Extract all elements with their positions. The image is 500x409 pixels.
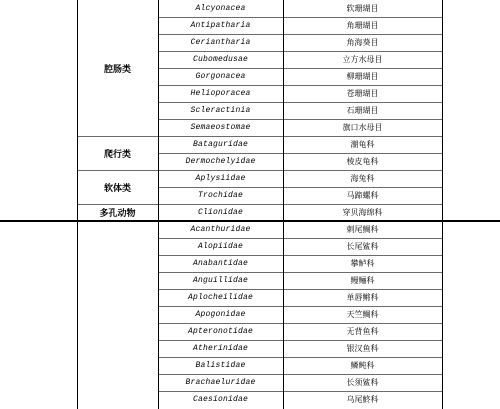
latin-name-cell: Alcyonacea (195, 4, 246, 13)
chinese-name-cell: 单唇鳉科 (346, 293, 379, 302)
chinese-name-cell: 刺尾鲷科 (346, 225, 379, 234)
category-cell: 软体类 (103, 183, 131, 194)
chinese-name-cell: 旗口水母目 (342, 123, 383, 132)
latin-name-cell: Aplysiidae (195, 174, 246, 183)
column-divider (283, 0, 284, 409)
category-cell (77, 221, 158, 408)
chinese-name-cell: 立方水母目 (342, 55, 383, 64)
latin-name-cell: Clionidae (197, 208, 243, 217)
chinese-name-cell: 鳞鲀科 (350, 361, 375, 370)
category-cell: 爬行类 (103, 149, 131, 160)
chinese-name-cell: 柳珊瑚目 (346, 72, 379, 81)
latin-name-cell: Caesionidae (192, 395, 248, 404)
latin-name-cell: Antipatharia (190, 21, 251, 30)
chinese-name-cell: 角珊瑚目 (346, 21, 379, 30)
latin-name-cell: Anguillidae (192, 276, 248, 285)
table-left-border (77, 0, 78, 409)
chinese-name-cell: 软珊瑚目 (346, 4, 379, 13)
latin-name-cell: Bataguridae (192, 140, 248, 149)
latin-name-cell: Balistidae (195, 361, 246, 370)
chinese-name-cell: 海兔科 (350, 174, 375, 183)
chinese-name-cell: 鳗鲡科 (350, 276, 375, 285)
chinese-name-cell: 角海葵目 (346, 38, 379, 47)
latin-name-cell: Trochidae (197, 191, 243, 200)
latin-name-cell: Cubomedusae (192, 55, 248, 64)
chinese-name-cell: 长须鲨科 (346, 378, 379, 387)
chinese-name-cell: 乌尾鮗科 (346, 395, 379, 404)
latin-name-cell: Gorgonacea (195, 72, 246, 81)
latin-name-cell: Apteronotidae (187, 327, 253, 336)
chinese-name-cell: 银汉鱼科 (346, 344, 379, 353)
latin-name-cell: Dermochelyidae (185, 157, 256, 166)
column-divider (158, 0, 159, 409)
chinese-name-cell: 天竺鲷科 (346, 310, 379, 319)
chinese-name-cell: 马蹄螺科 (346, 191, 379, 200)
chinese-name-cell: 棱皮龟科 (346, 157, 379, 166)
chinese-name-cell: 穿贝海绵科 (342, 208, 383, 217)
latin-name-cell: Ceriantharia (190, 38, 251, 47)
latin-name-cell: Aplocheilidae (187, 293, 253, 302)
chinese-name-cell: 攀鲈科 (350, 259, 375, 268)
latin-name-cell: Helioporacea (190, 89, 251, 98)
latin-name-cell: Atherinidae (192, 344, 248, 353)
chinese-name-cell: 潮龟科 (350, 140, 375, 149)
latin-name-cell: Anabantidae (192, 259, 248, 268)
latin-name-cell: Brachaeluridae (185, 378, 256, 387)
latin-name-cell: Acanthuridae (190, 225, 251, 234)
category-cell: 多孔动物 (99, 209, 136, 219)
chinese-name-cell: 苍珊瑚目 (346, 89, 379, 98)
category-cell: 腔肠类 (103, 64, 131, 75)
latin-name-cell: Apogonidae (195, 310, 246, 319)
table-right-border (442, 0, 443, 409)
latin-name-cell: Semaeostomae (190, 123, 251, 132)
chinese-name-cell: 石珊瑚目 (346, 106, 379, 115)
chinese-name-cell: 长尾鲨科 (346, 242, 379, 251)
latin-name-cell: Alopiidae (197, 242, 243, 251)
chinese-name-cell: 无背鱼科 (346, 327, 379, 336)
latin-name-cell: Scleractinia (190, 106, 251, 115)
